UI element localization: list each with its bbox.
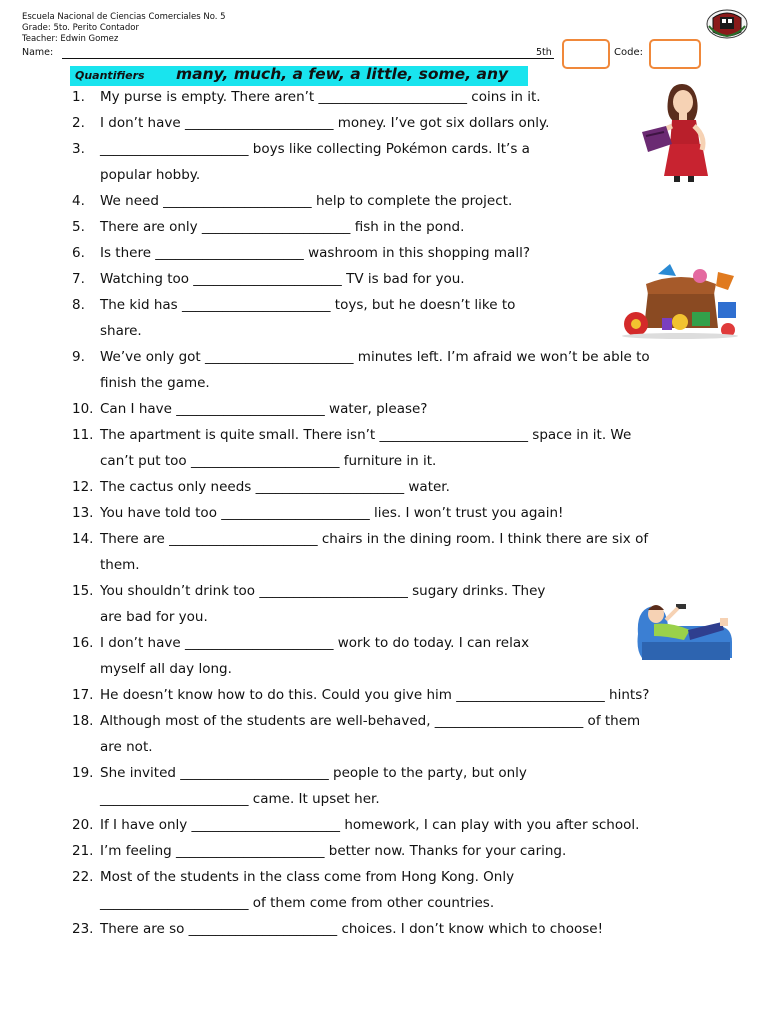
question-number: 9. bbox=[72, 349, 85, 365]
question-text: Can I have ______________________ water, please? bbox=[100, 401, 428, 417]
question-text: are bad for you. bbox=[100, 609, 208, 625]
question-line bbox=[0, 396, 768, 422]
question-line bbox=[0, 500, 768, 526]
toy-pile-illustration bbox=[618, 262, 742, 340]
title-label: Quantifiers bbox=[75, 69, 145, 82]
question-continuation-line bbox=[0, 786, 768, 812]
question-number: 23. bbox=[72, 921, 94, 937]
name-label: Name: bbox=[22, 47, 54, 58]
question-line bbox=[0, 760, 768, 786]
question-text: ______________________ of them come from other countries. bbox=[100, 895, 495, 911]
section-box[interactable] bbox=[562, 39, 610, 69]
question-text: I’m feeling ______________________ better now. Thanks for your caring. bbox=[100, 843, 567, 859]
question-number: 19. bbox=[72, 765, 94, 781]
name-field[interactable] bbox=[62, 58, 554, 59]
question-number: 21. bbox=[72, 843, 94, 859]
question-text: Although most of the students are well-behaved, ______________________ of them bbox=[100, 713, 641, 729]
question-text: can’t put too ______________________ furniture in it. bbox=[100, 453, 437, 469]
question-number: 17. bbox=[72, 687, 94, 703]
question-number: 1. bbox=[72, 89, 85, 105]
question-line bbox=[0, 812, 768, 838]
title-bar bbox=[70, 66, 528, 86]
question-line bbox=[0, 864, 768, 890]
question-number: 10. bbox=[72, 401, 94, 417]
question-line bbox=[0, 474, 768, 500]
question-line bbox=[0, 188, 768, 214]
question-line bbox=[0, 838, 768, 864]
question-text: He doesn’t know how to do this. Could you give him ______________________ hints? bbox=[100, 687, 650, 703]
question-continuation-line bbox=[0, 552, 768, 578]
question-text: There are so ______________________ choices. I don’t know which to choose! bbox=[100, 921, 604, 937]
question-text: Watching too ______________________ TV is bad for you. bbox=[100, 271, 465, 287]
question-text: My purse is empty. There aren’t ______________________ coins in it. bbox=[100, 89, 541, 105]
question-text: are not. bbox=[100, 739, 153, 755]
shopping-woman-illustration bbox=[636, 80, 740, 182]
question-text: The kid has ______________________ toys, but he doesn’t like to bbox=[100, 297, 516, 313]
question-number: 7. bbox=[72, 271, 85, 287]
question-line bbox=[0, 682, 768, 708]
question-text: The apartment is quite small. There isn’t ______________________ space in it. We bbox=[100, 427, 632, 443]
question-continuation-line bbox=[0, 734, 768, 760]
question-text: I don’t have ______________________ money. I’ve got six dollars only. bbox=[100, 115, 550, 131]
question-line bbox=[0, 708, 768, 734]
question-text: finish the game. bbox=[100, 375, 210, 391]
question-text: Is there ______________________ washroom in this shopping mall? bbox=[100, 245, 530, 261]
question-text: Most of the students in the class come from Hong Kong. Only bbox=[100, 869, 515, 885]
question-number: 14. bbox=[72, 531, 94, 547]
question-text: You have told too ______________________ lies. I won’t trust you again! bbox=[100, 505, 564, 521]
question-number: 11. bbox=[72, 427, 94, 443]
question-text: We’ve only got ______________________ minutes left. I’m afraid we won’t be able to bbox=[100, 349, 650, 365]
question-text: ______________________ boys like collecting Pokémon cards. It’s a bbox=[100, 141, 530, 157]
question-text: myself all day long. bbox=[100, 661, 232, 677]
question-continuation-line bbox=[0, 890, 768, 916]
question-number: 3. bbox=[72, 141, 85, 157]
question-text: share. bbox=[100, 323, 142, 339]
question-number: 20. bbox=[72, 817, 94, 833]
question-number: 12. bbox=[72, 479, 94, 495]
question-number: 8. bbox=[72, 297, 85, 313]
question-line bbox=[0, 214, 768, 240]
question-list bbox=[0, 84, 768, 942]
relaxing-man-illustration bbox=[632, 598, 736, 664]
question-line bbox=[0, 344, 768, 370]
question-text: ______________________ came. It upset her. bbox=[100, 791, 380, 807]
question-line bbox=[0, 526, 768, 552]
question-text: I don’t have ______________________ work to do today. I can relax bbox=[100, 635, 530, 651]
question-number: 13. bbox=[72, 505, 94, 521]
question-text: You shouldn’t drink too ______________________ sugary drinks. They bbox=[100, 583, 546, 599]
question-number: 22. bbox=[72, 869, 94, 885]
question-text: The cactus only needs ______________________ water. bbox=[100, 479, 450, 495]
school-logo-icon bbox=[705, 8, 749, 40]
question-number: 18. bbox=[72, 713, 94, 729]
question-number: 2. bbox=[72, 115, 85, 131]
question-line bbox=[0, 422, 768, 448]
question-continuation-line bbox=[0, 370, 768, 396]
question-number: 4. bbox=[72, 193, 85, 209]
question-line bbox=[0, 916, 768, 942]
question-text: If I have only ______________________ homework, I can play with you after school. bbox=[100, 817, 640, 833]
question-text: We need ______________________ help to complete the project. bbox=[100, 193, 513, 209]
code-box[interactable] bbox=[649, 39, 701, 69]
question-number: 5. bbox=[72, 219, 85, 235]
question-text: popular hobby. bbox=[100, 167, 201, 183]
question-number: 6. bbox=[72, 245, 85, 261]
question-text: them. bbox=[100, 557, 140, 573]
code-label: Code: bbox=[614, 47, 643, 58]
question-continuation-line bbox=[0, 448, 768, 474]
teacher-label: Teacher: Edwin Gomez bbox=[22, 34, 119, 44]
question-text: There are only ______________________ fish in the pond. bbox=[100, 219, 465, 235]
question-number: 15. bbox=[72, 583, 94, 599]
question-text: She invited ______________________ people to the party, but only bbox=[100, 765, 527, 781]
school-name: Escuela Nacional de Ciencias Comerciales No. 5 bbox=[22, 12, 226, 22]
title-words: many, much, a few, a little, some, any bbox=[176, 65, 509, 83]
question-text: There are ______________________ chairs in the dining room. I think there are six of bbox=[100, 531, 649, 547]
question-number: 16. bbox=[72, 635, 94, 651]
grade-label: Grade: 5to. Perito Contador bbox=[22, 23, 139, 33]
section-label: 5th bbox=[536, 47, 552, 58]
